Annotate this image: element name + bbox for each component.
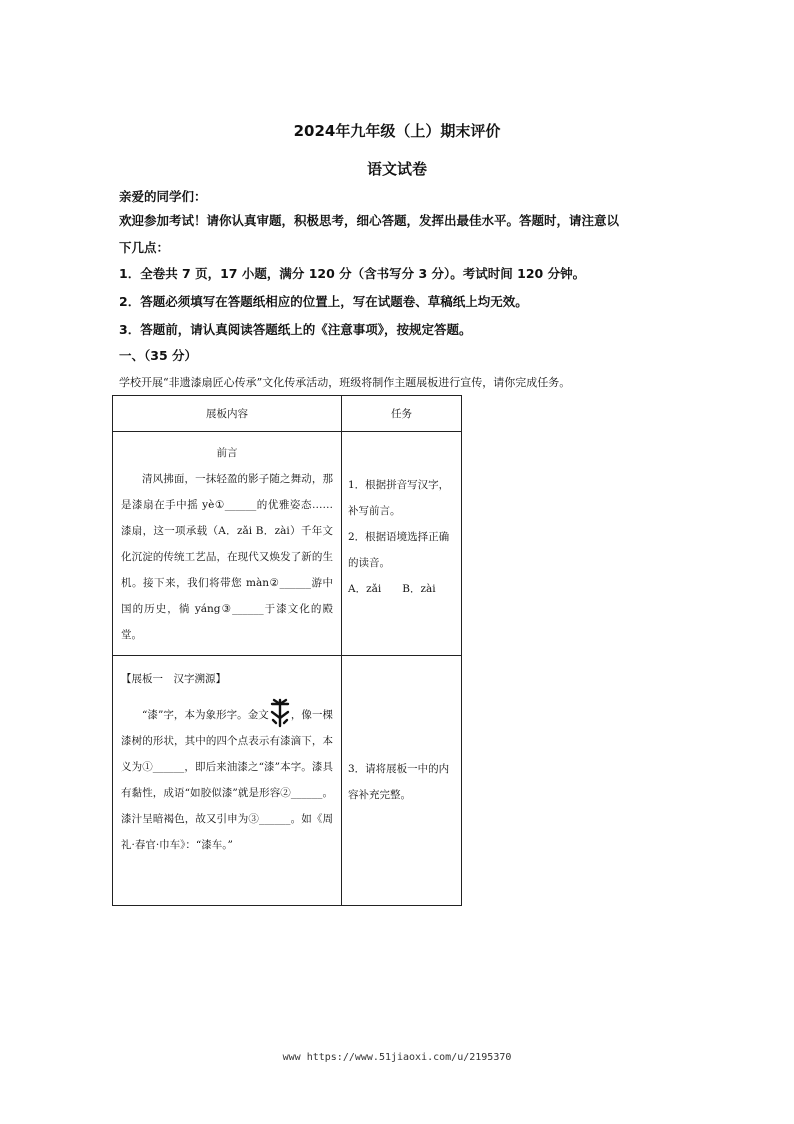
greeting: 亲爱的同学们： [119,189,207,204]
bronze-script-glyph-icon [269,698,291,728]
table-header-row [113,396,462,432]
panel-1-cell [113,656,342,906]
task-2-options: A．zǎi B．zài [348,583,436,595]
table-row-panel-1 [113,656,462,906]
header-task: 任务 [342,396,462,432]
welcome-line-2: 下几点： [119,240,170,255]
welcome-line-1: 欢迎参加考试！请你认真审题，积极思考，细心答题，发挥出最佳水平。答题时，请注意以 [119,213,620,228]
exam-title: 2024年九年级（上）期末评价 [293,122,501,140]
header-content: 展板内容 [113,396,342,432]
rule-3: 3．答题前，请认真阅读答题纸上的《注意事项》，按规定答题。 [119,322,472,337]
preface-cell [113,432,342,656]
preface-title: 前言 [216,447,238,459]
panel-1-text-before: “漆”字，本为象形字。金文 [142,709,269,721]
panel-1-text-after: ，像一棵漆树的形状，其中的四个点表示有漆滴下，本义为①______，即后来油漆之“漆”本字。漆具有黏性，成语“如胶似漆”就是形容②______。漆汁呈暗褐色，故又引申为③______。如《周礼·春官·巾车》：“漆车。” [121,709,333,851]
footer-url: www https://www.51jiaoxi.com/u/2195370 [282,1052,512,1063]
exhibit-table [112,395,462,906]
preface-task-cell [342,432,462,656]
rule-2: 2．答题必须填写在答题纸相应的位置上，写在试题卷、草稿纸上均无效。 [119,294,528,309]
task-3: 3．请将展板一中的内容补充完整。 [348,763,450,801]
rule-1: 1．全卷共 7 页，17 小题，满分 120 分（含书写分 3 分）。考试时间 120 分钟。 [119,266,586,281]
panel-1-head: 【展板一 汉字溯源】 [121,673,226,685]
section-heading: 一、（35 分） [119,348,197,363]
table-row-preface [113,432,462,656]
task-2: 2．根据语境选择正确的读音。 [348,531,450,569]
panel-1-task-cell [342,656,462,906]
section-instruction: 学校开展“非遗漆扇匠心传承”文化传承活动，班级将制作主题展板进行宣传，请你完成任务。 [119,376,571,389]
task-1: 1．根据拼音写汉字，补写前言。 [348,479,450,517]
exam-subtitle: 语文试卷 [366,160,427,178]
preface-text: 清风拂面，一抹轻盈的影子随之舞动，那是漆扇在手中摇 yè①______的优雅姿态……漆扇，这一项承载（A．zǎi B．zài）千年文化沉淀的传统工艺品，在现代又焕发了新的生机。接下来，我们将带您 màn②______游中国的历史，徜 yáng③______于漆文化的殿堂。 [121,473,333,641]
